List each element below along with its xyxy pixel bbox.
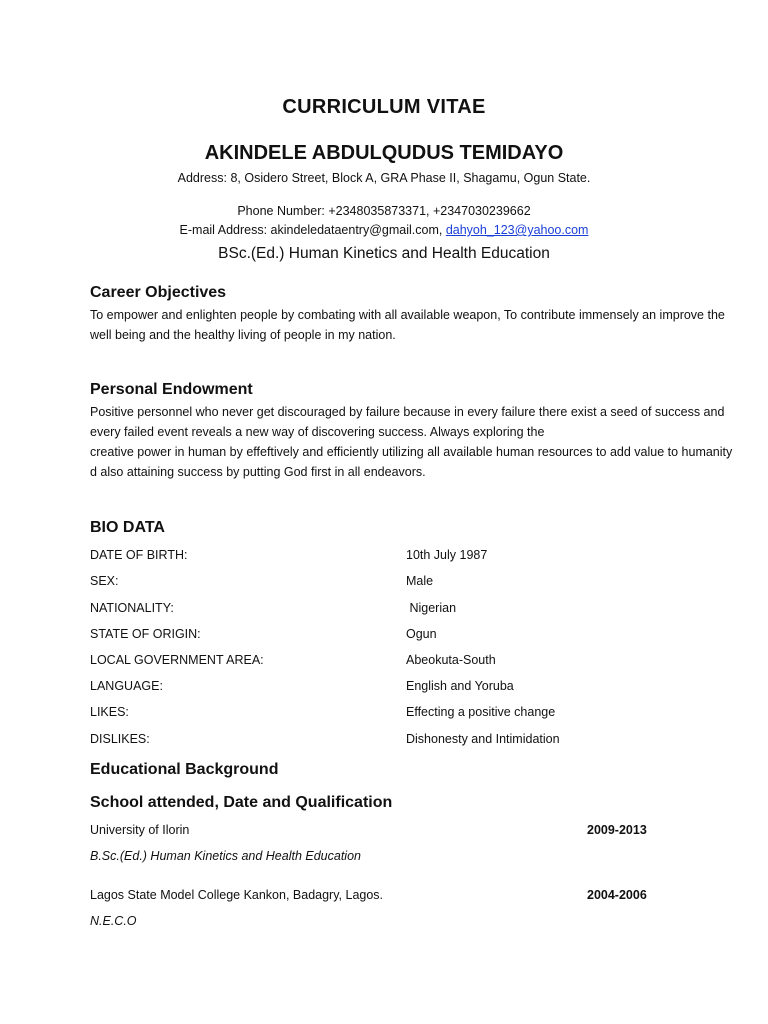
bio-value-state: Ogun — [406, 627, 437, 641]
schools-subheading: School attended, Date and Qualification — [90, 794, 393, 811]
candidate-name: AKINDELE ABDULQUDUS TEMIDAYO — [204, 142, 564, 164]
bio-label-language: LANGUAGE: — [90, 679, 163, 693]
bio-label-dislikes: DISLIKES: — [90, 732, 150, 746]
educational-background-heading: Educational Background — [90, 761, 279, 778]
bio-value-sex: Male — [406, 574, 434, 588]
career-objectives-heading: Career Objectives — [90, 284, 227, 301]
bio-label-dob: DATE OF BIRTH: — [90, 548, 188, 562]
endowment-line: every failed event reveals a new way of discovering success. Always exploring the — [90, 425, 545, 439]
bio-value-likes: Effecting a positive change — [406, 705, 556, 719]
bio-label-nationality: NATIONALITY: — [90, 601, 174, 615]
bio-value-lga: Abeokuta-South — [406, 653, 496, 667]
bio-value-dislikes: Dishonesty and Intimidation — [406, 732, 560, 746]
edu-years: 2004-2006 — [587, 888, 647, 902]
endowment-line: d also attaining success by putting God first in all endeavors. — [90, 465, 426, 479]
edu-qualification: N.E.C.O — [90, 914, 137, 928]
bio-label-sex: SEX: — [90, 574, 119, 588]
endowment-line: Positive personnel who never get discouraged by failure because in every failure there exist a seed of success and — [90, 405, 725, 419]
phone-line: Phone Number: +2348035873371, +2347030239662 — [237, 204, 531, 218]
career-line: To empower and enlighten people by combating with all available weapon, To contribute immensely an improve the — [90, 308, 725, 322]
bio-value-dob: 10th July 1987 — [406, 548, 488, 562]
bio-data-heading: BIO DATA — [90, 519, 165, 536]
bio-label-lga: LOCAL GOVERNMENT AREA: — [90, 653, 264, 667]
address-line: Address: 8, Osidero Street, Block A, GRA Phase II, Shagamu, Ogun State. — [177, 171, 591, 185]
personal-endowment-heading: Personal Endowment — [90, 381, 253, 398]
edu-institution: University of Ilorin — [90, 823, 190, 837]
endowment-line: creative power in human by effeftively and efficiently utilizing all available human resources to add value to humanity — [90, 445, 733, 459]
bio-value-nationality: Nigerian — [406, 601, 457, 615]
email-line — [0, 223, 768, 237]
personal-endowment-text — [90, 402, 760, 482]
bio-value-language: English and Yoruba — [406, 679, 514, 693]
career-objectives-text — [90, 305, 760, 345]
document-title: CURRICULUM VITAE — [282, 96, 486, 118]
email-label: E-mail Address: akindeledataentry@gmail.com, — [179, 223, 446, 237]
bio-label-likes: LIKES: — [90, 705, 129, 719]
edu-institution: Lagos State Model College Kankon, Badagry, Lagos. — [90, 888, 384, 902]
bio-label-state: STATE OF ORIGIN: — [90, 627, 201, 641]
career-line: well being and the healthy living of people in my nation. — [90, 328, 396, 342]
edu-qualification: B.Sc.(Ed.) Human Kinetics and Health Education — [90, 849, 361, 863]
degree-line: BSc.(Ed.) Human Kinetics and Health Education — [218, 245, 550, 262]
edu-years: 2009-2013 — [587, 823, 647, 837]
email-link[interactable]: dahyoh_123@yahoo.com — [445, 223, 589, 237]
